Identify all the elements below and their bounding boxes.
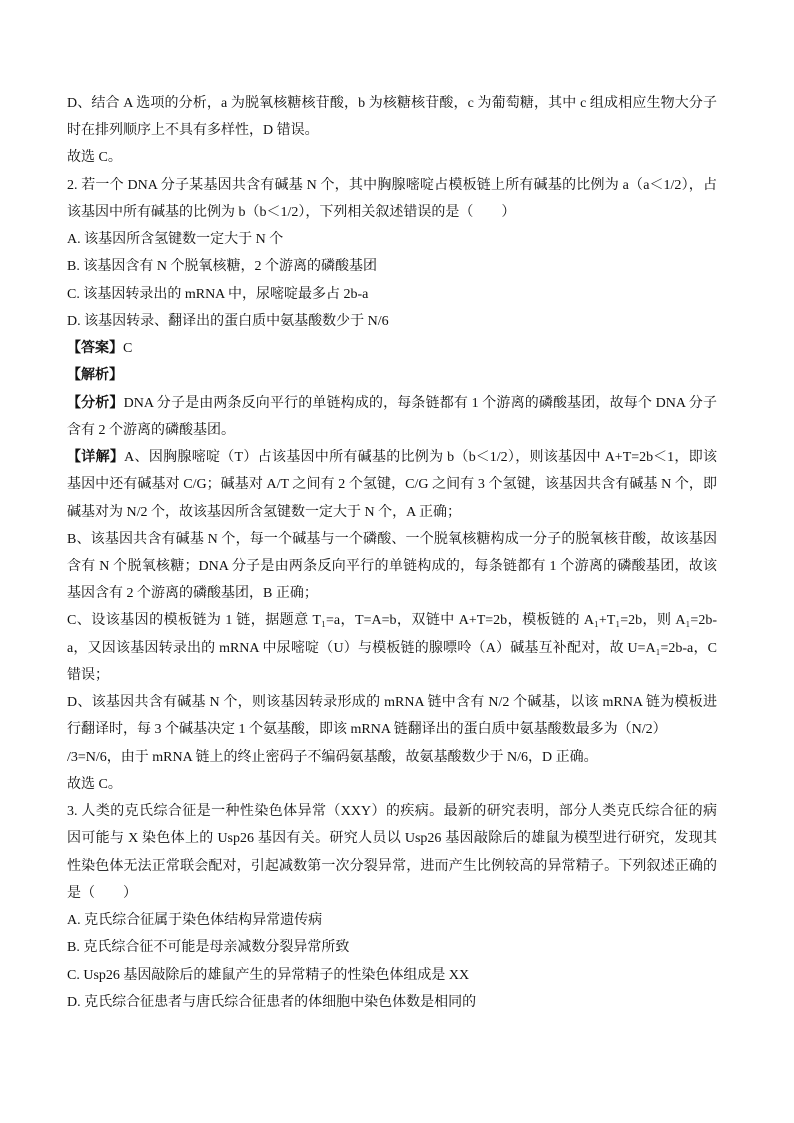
option-text: A. 该基因所含氢键数一定大于 N 个: [67, 232, 284, 248]
analysis-label: 【分析】: [67, 395, 124, 411]
conclusion-text: 故选 C。: [67, 150, 122, 166]
question-3-stem-line: [67, 825, 717, 852]
question-3-option-a: [67, 907, 717, 934]
detail-text: 基因含有 2 个游离的磷酸基团，B 正确；: [67, 586, 318, 602]
detail-line: [67, 689, 717, 716]
detail-line: [67, 526, 717, 553]
detail-label: 【详解】: [67, 450, 125, 466]
question-3-option-d: [67, 989, 717, 1016]
question-3-option-c: [67, 962, 717, 989]
option-text: B. 该基因含有 N 个脱氧核糖，2 个游离的磷酸基团: [67, 259, 377, 275]
option-text: C. Usp26 基因敲除后的雄鼠产生的异常精子的性染色体组成是 XX: [67, 967, 470, 983]
question-2-stem-line: [67, 199, 717, 226]
detail-line: [67, 716, 717, 743]
option-text: C. 该基因转录出的 mRNA 中，尿嘧啶最多占 2b-a: [67, 286, 369, 302]
detail-line: [67, 580, 717, 607]
document-body: [67, 90, 717, 1016]
previous-question-tail: [67, 90, 717, 172]
detail-text: D、该基因共含有碱基 N 个，则该基因转录形成的 mRNA 链中含有 N/2 个碱基，以该 mRNA 链为模板进: [67, 695, 717, 711]
analysis-text: 含有 2 个游离的磷酸基团。: [67, 422, 235, 438]
analysis-line: [67, 417, 717, 444]
detail-text: 行翻译时，每 3 个碱基决定 1 个氨基酸，即该 mRNA 链翻译出的蛋白质中氨基酸数最多为（N/2）: [67, 722, 667, 738]
detail-line: [67, 499, 717, 526]
detail-line: [67, 553, 717, 580]
question-stem-text: 因可能与 X 染色体上的 Usp26 基因有关。研究人员以 Usp26 基因敲除后的雄鼠为模型进行研究，发现其: [67, 831, 717, 847]
question-3-stem-line: [67, 880, 717, 907]
question-2-option-c: [67, 281, 717, 308]
detail-text: 错误；: [67, 667, 109, 683]
question-2-option-a: [67, 226, 717, 253]
answer-value: C: [123, 341, 133, 357]
question-stem-text: 2. 若一个 DNA 分子某基因共含有碱基 N 个，其中胸腺嘧啶占模板链上所有碱基的比例为 a（a＜1/2），占: [67, 177, 717, 193]
question-2-stem-line: [67, 172, 717, 199]
option-text: D. 该基因转录、翻译出的蛋白质中氨基酸数少于 N/6: [67, 313, 389, 329]
answer-label: 【答案】: [67, 341, 123, 357]
analysis-line: [67, 390, 717, 417]
explanation-line: [67, 90, 717, 117]
question-stem-text: 是（ ）: [67, 885, 137, 901]
detail-line: [67, 471, 717, 498]
conclusion-line: [67, 144, 717, 171]
explanation-line: [67, 117, 717, 144]
option-text: B. 克氏综合征不可能是母亲减数分裂异常所致: [67, 940, 350, 956]
detail-line: [67, 662, 717, 689]
question-stem-text: 3. 人类的克氏综合征是一种性染色体异常（XXY）的疾病。最新的研究表明，部分人类克氏综合征的病: [67, 804, 717, 820]
question-3-option-b: [67, 934, 717, 961]
detail-text: 基因中还有碱基对 C/G；碱基对 A/T 之间有 2 个氢键，C/G 之间有 3 个氢键，该基因共含有碱基 N 个，即: [67, 477, 717, 493]
conclusion-text: 故选 C。: [67, 776, 122, 792]
detail-text: A、因胸腺嘧啶（T）占该基因中所有碱基的比例为 b（b＜1/2），则该基因中 A+T=2b＜1，即该: [124, 450, 718, 466]
detail-line: [67, 444, 717, 471]
answer-line: [67, 335, 717, 362]
question-3-stem-line: [67, 853, 717, 880]
detail-text: B、该基因共含有碱基 N 个，每一个碱基与一个磷酸、一个脱氧核糖构成一分子的脱氧核苷酸，故该基因: [67, 531, 717, 547]
detail-line: [67, 607, 717, 634]
explanation-text: D、结合 A 选项的分析，a 为脱氧核糖核苷酸，b 为核糖核苷酸，c 为葡萄糖，其中 c 组成相应生物大分子: [67, 96, 717, 111]
detail-line: [67, 744, 717, 771]
detail-text: C、设该基因的模板链为 1 链，据题意 T₁=a，T=A=b，双链中 A+T=2b，模板链的 A₁+T₁=2b，则 A₁=2b-: [67, 613, 717, 629]
question-3-stem-line: [67, 798, 717, 825]
question-2-option-d: [67, 308, 717, 335]
detail-text: 碱基对为 N/2 个，故该基因所含氢键数一定大于 N 个，A 正确；: [67, 504, 461, 520]
question-3: [67, 798, 717, 1016]
option-text: A. 克氏综合征属于染色体结构异常遗传病: [67, 913, 323, 929]
conclusion-line: [67, 771, 717, 798]
question-stem-text: 该基因中所有碱基的比例为 b（b＜1/2），下列相关叙述错误的是（ ）: [67, 204, 516, 220]
detail-line: [67, 635, 717, 662]
option-text: D. 克氏综合征患者与唐氏综合征患者的体细胞中染色体数是相同的: [67, 994, 477, 1010]
analysis-text: DNA 分子是由两条反向平行的单链构成的，每条链都有 1 个游离的磷酸基团，故每个 DNA 分子: [123, 395, 718, 411]
detail-text: 含有 N 个脱氧核糖；DNA 分子是由两条反向平行的单链构成的，每条链都有 1 个游离的磷酸基团，故该: [67, 558, 717, 574]
solution-heading: [67, 362, 717, 389]
solution-label: 【解析】: [67, 368, 123, 384]
detail-text: /3=N/6，由于 mRNA 链上的终止密码子不编码氨基酸，故氨基酸数少于 N/6，D 正确。: [67, 749, 598, 765]
question-2: [67, 172, 717, 798]
question-2-option-b: [67, 253, 717, 280]
detail-text: a，又因该基因转录出的 mRNA 中尿嘧啶（U）与模板链的腺嘌呤（A）碱基互补配对，故 U=A₁=2b-a，C: [67, 640, 717, 656]
explanation-text: 时在排列顺序上不具有多样性，D 错误。: [67, 123, 319, 139]
question-stem-text: 性染色体无法正常联会配对，引起减数第一次分裂异常，进而产生比例较高的异常精子。下列叙述正确的: [67, 858, 717, 874]
